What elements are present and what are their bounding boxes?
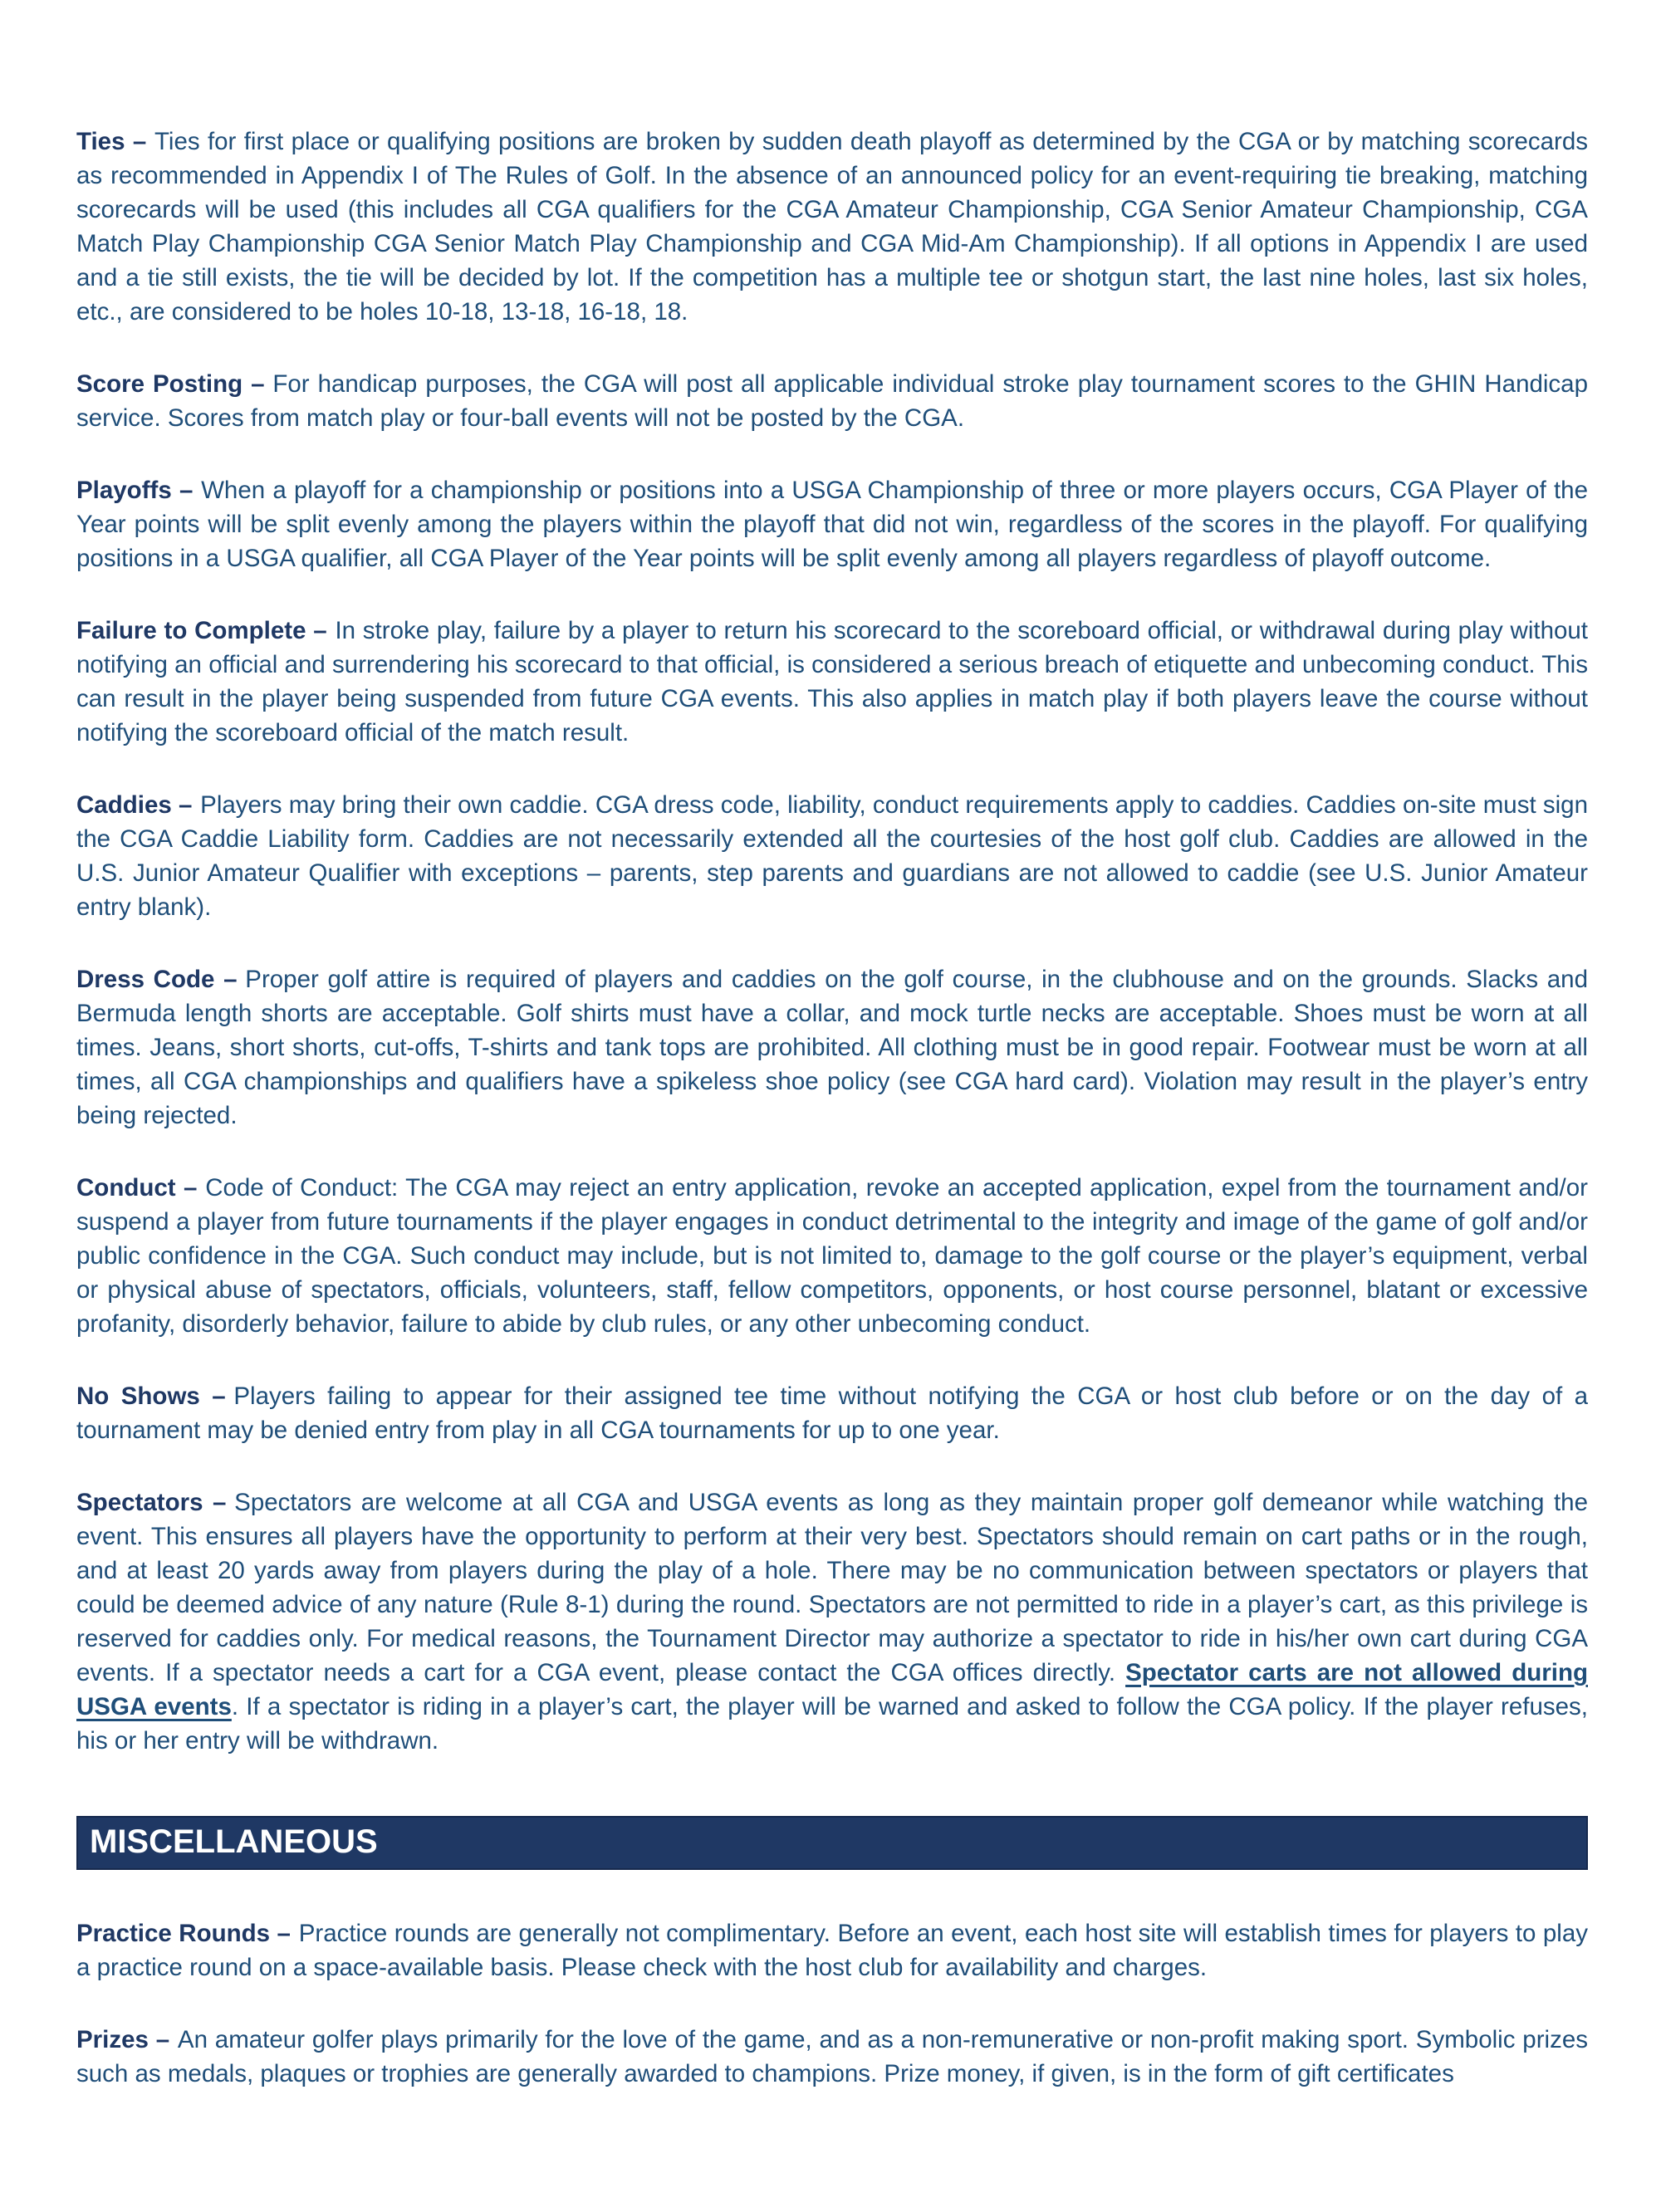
section-no-shows [76,1379,1588,1447]
spectator-carts-emphasis: Spectator carts are not allowed during USGA events [76,1659,1588,1720]
section-playoffs-heading: Playoffs – [76,477,194,504]
section-caddies [76,788,1588,924]
section-prizes [76,2023,1588,2091]
section-score-posting-body: For handicap purposes, the CGA will post all applicable individual stroke play tournament scores to the GHIN Handicap service. Scores from match play or four-ball events will not be posted by the CGA. [76,370,1588,432]
section-score-posting-heading: Score Posting – [76,370,265,398]
section-dress-code-heading: Dress Code – [76,966,238,993]
section-spectators-body-after: . If a spectator is riding in a player’s cart, the player will be warned and asked to follow the CGA policy. If the player refuses, his or her entry will be withdrawn. [76,1693,1588,1754]
section-conduct-heading: Conduct – [76,1174,198,1201]
section-ties [76,125,1588,329]
section-caddies-heading: Caddies – [76,791,193,819]
section-dress-code-body: Proper golf attire is required of players and caddies on the golf course, in the clubhouse and on the grounds. Slacks and Bermuda length shorts are acceptable. Golf shirts must have a collar, and mock turtle necks are acceptable. Shoes must be worn at all times. Jeans, short shorts, cut-offs, T-shirts and tank tops are prohibited. All clothing must be in good repair. Footwear must be worn at all times, all CGA championships and qualifiers have a spikeless shoe policy (see CGA hard card). Violation may result in the player’s entry being rejected. [76,966,1588,1129]
section-failure-to-complete [76,614,1588,750]
section-conduct-body: Code of Conduct: The CGA may reject an entry application, revoke an accepted application, expel from the tournament and/or suspend a player from future tournaments if the player engages in conduct detrimental to the integrity and image of the game of golf and/or public confidence in the CGA. Such conduct may include, but is not limited to, damage to the golf course or the player’s equipment, verbal or physical abuse of spectators, officials, volunteers, staff, fellow competitors, opponents, or host course personnel, blatant or excessive profanity, disorderly behavior, failure to abide by club rules, or any other unbecoming conduct. [76,1174,1588,1338]
miscellaneous-banner [76,1816,1588,1870]
section-practice-rounds [76,1916,1588,1984]
section-failure-to-complete-body: In stroke play, failure by a player to return his scorecard to the scoreboard official, or withdrawal during play without notifying an official and surrendering his scorecard to that official, is considered a serious breach of etiquette and unbecoming conduct. This can result in the player being suspended from future CGA events. This also applies in match play if both players leave the course without notifying the scoreboard official of the match result. [76,617,1588,746]
section-spectators-heading: Spectators – [76,1489,227,1516]
section-conduct [76,1171,1588,1341]
section-playoffs [76,473,1588,575]
section-practice-rounds-heading: Practice Rounds – [76,1920,291,1947]
section-spectators-body-before: Spectators are welcome at all CGA and USGA events as long as they maintain proper golf demeanor while watching the event. This ensures all players have the opportunity to perform at their very best. Spectators should remain on cart paths or in the rough, and at least 20 yards away from players during the play of a hole. There may be no communication between spectators or players that could be deemed advice of any nature (Rule 8-1) during the round. Spectators are not permitted to ride in a player’s cart, as this privilege is reserved for caddies only. For medical reasons, the Tournament Director may authorize a spectator to ride in his/her own cart during CGA events. If a spectator needs a cart for a CGA event, please contact the CGA offices directly. [76,1489,1588,1686]
section-caddies-body: Players may bring their own caddie. CGA dress code, liability, conduct requirements apply to caddies. Caddies on-site must sign the CGA Caddie Liability form. Caddies are not necessarily extended all the courtesies of the host golf club. Caddies are allowed in the U.S. Junior Amateur Qualifier with exceptions – parents, step parents and guardians are not allowed to caddie (see U.S. Junior Amateur entry blank). [76,791,1588,921]
section-spectators [76,1485,1588,1758]
section-score-posting [76,367,1588,435]
section-ties-body: Ties for first place or qualifying positions are broken by sudden death playoff as determined by the CGA or by matching scorecards as recommended in Appendix I of The Rules of Golf. In the absence of an announced policy for an event-requiring tie breaking, matching scorecards will be used (this includes all CGA qualifiers for the CGA Amateur Championship, CGA Senior Amateur Championship, CGA Match Play Championship CGA Senior Match Play Championship and CGA Mid-Am Championship). If all options in Appendix I are used and a tie still exists, the tie will be decided by lot. If the competition has a multiple tee or shotgun start, the last nine holes, last six holes, etc., are considered to be holes 10-18, 13-18, 16-18, 18. [76,128,1588,325]
section-ties-heading: Ties – [76,128,147,155]
section-practice-rounds-body: Practice rounds are generally not complimentary. Before an event, each host site will establish times for players to play a practice round on a space-available basis. Please check with the host club for availability and charges. [76,1920,1589,1981]
section-failure-to-complete-heading: Failure to Complete – [76,617,327,644]
section-prizes-body: An amateur golfer plays primarily for the love of the game, and as a non-remunerative or non-profit making sport. Symbolic prizes such as medals, plaques or trophies are generally awarded to champions. Prize money, if given, is in the form of gift certificates [76,2026,1588,2087]
section-dress-code [76,962,1588,1133]
section-playoffs-body: When a playoff for a championship or positions into a USGA Championship of three or more players occurs, CGA Player of the Year points will be split evenly among the players within the playoff that did not win, regardless of the scores in the playoff. For qualifying positions in a USGA qualifier, all CGA Player of the Year points will be split evenly among all players regardless of playoff outcome. [76,477,1588,572]
section-prizes-heading: Prizes – [76,2026,170,2053]
miscellaneous-banner-label: MISCELLANEOUS [90,1823,378,1860]
section-no-shows-heading: No Shows – [76,1382,226,1410]
section-no-shows-body: Players failing to appear for their assigned tee time without notifying the CGA or host club before or on the day of a tournament may be denied entry from play in all CGA tournaments for up to one year. [76,1382,1588,1444]
